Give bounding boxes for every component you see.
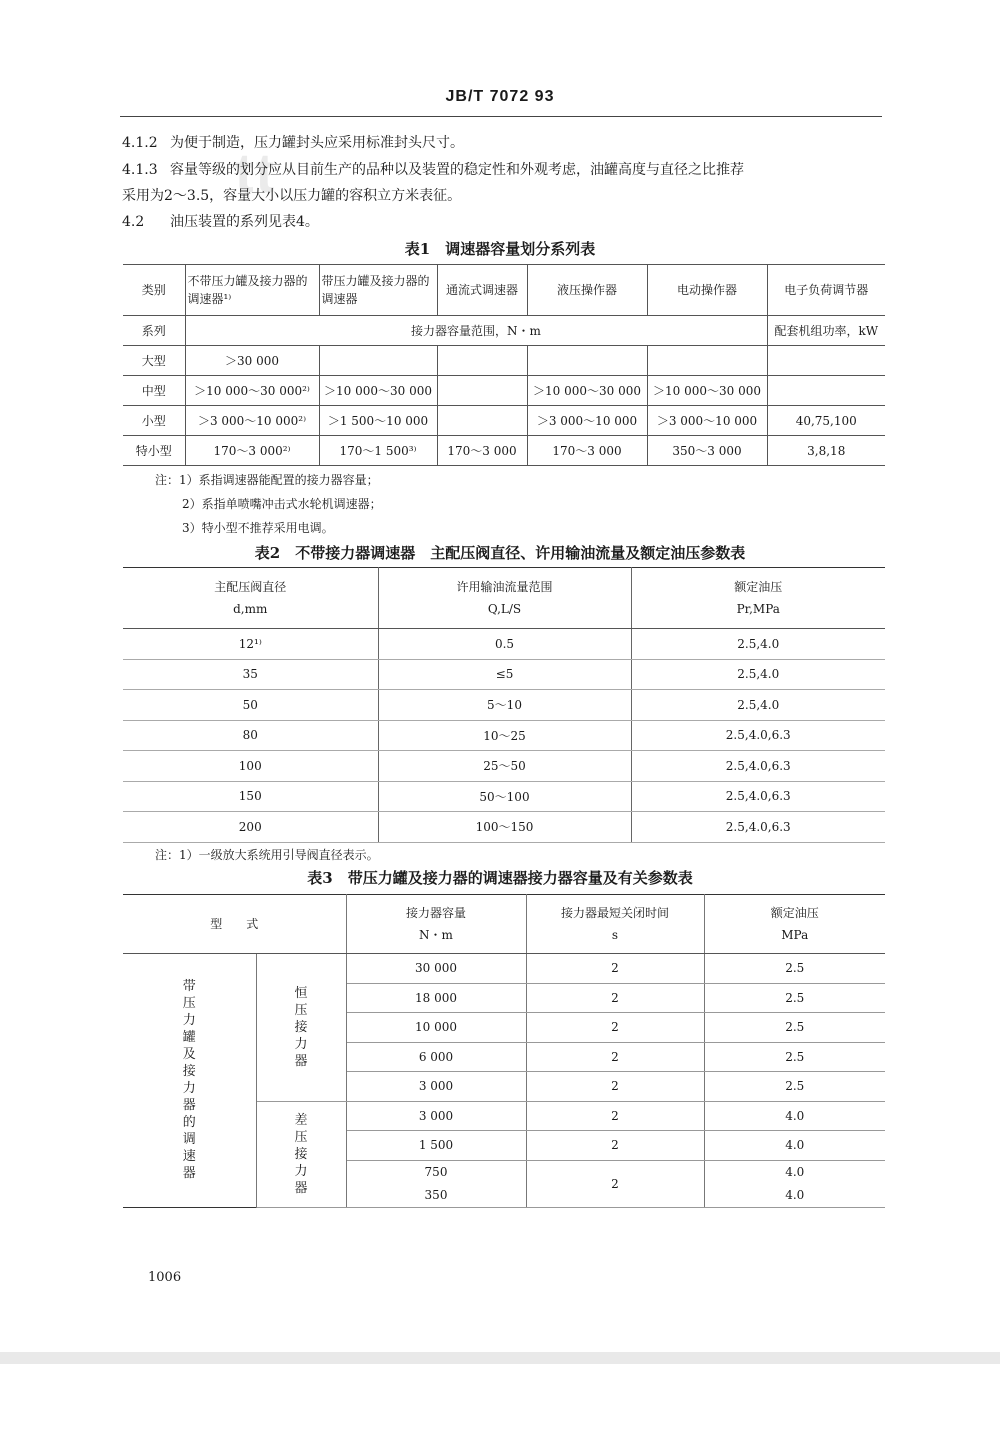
table-row xyxy=(123,720,885,751)
table-cell xyxy=(437,406,527,436)
table-cell: 2 xyxy=(526,1072,704,1102)
table-cell: 3 000 xyxy=(346,1101,526,1131)
table-row xyxy=(123,346,885,376)
page-number: 1006 xyxy=(148,1270,182,1285)
table-cell: ＞10 000～30 000 xyxy=(527,376,647,406)
table-cell xyxy=(767,346,885,376)
table-cell: 50～100 xyxy=(378,781,631,812)
table-cell: ＞3 000～10 000 xyxy=(527,406,647,436)
paragraph-4-1-3 xyxy=(122,160,887,180)
table-cell: ＞10 000～30 000 xyxy=(319,376,437,406)
table-cell: 6 000 xyxy=(346,1042,526,1072)
table-header-row xyxy=(123,895,885,954)
table-cell: 特小型 xyxy=(123,436,185,466)
clause-number: 4.1.3 xyxy=(122,162,158,178)
table-cell: 50 xyxy=(123,690,378,721)
header-cell: 型 式 xyxy=(123,895,346,954)
subgroup-label: 恒压接力器 xyxy=(294,985,308,1069)
table-cell: 170～3 000 xyxy=(527,436,647,466)
table-cell: 2.5 xyxy=(704,1013,885,1043)
header-cell: 类别 xyxy=(123,265,185,316)
table-cell: 200 xyxy=(123,812,378,843)
header-cell: 电动操作器 xyxy=(647,265,767,316)
header-cell xyxy=(704,895,885,954)
table-row xyxy=(123,954,885,984)
table-cell: 系列 xyxy=(123,316,185,346)
cell-line: 350 xyxy=(424,1187,448,1202)
header-rule xyxy=(120,116,882,117)
table-cell xyxy=(767,376,885,406)
table-cell: 10 000 xyxy=(346,1013,526,1043)
table-header-row xyxy=(123,568,885,629)
table-cell: ＞3 000～10 000 xyxy=(647,406,767,436)
table-cell: 150 xyxy=(123,781,378,812)
table-row xyxy=(123,781,885,812)
table-row xyxy=(123,436,885,466)
table-cell: 2.5 xyxy=(704,1072,885,1102)
table-cell: 2 xyxy=(526,1160,704,1207)
table-cell: 4.0 xyxy=(704,1101,885,1131)
table2 xyxy=(123,567,885,843)
table-cell: 5～10 xyxy=(378,690,631,721)
table-cell: 0.5 xyxy=(378,629,631,660)
header-cell xyxy=(526,895,704,954)
table-cell: 2.5,4.0,6.3 xyxy=(631,720,885,751)
header-cell: 带压力罐及接力器的调速器 xyxy=(319,265,437,316)
table-cell: ＞10 000～30 000²⁾ xyxy=(185,376,319,406)
header-line: 接力器最短关闭时间 xyxy=(560,906,669,920)
table-cell: 2 xyxy=(526,1131,704,1161)
table-row xyxy=(123,659,885,690)
table-cell: 接力器容量范围，N・m xyxy=(185,316,767,346)
table2-note: 注：1）一级放大系统用引导阀直径表示。 xyxy=(155,848,379,862)
header-unit: s xyxy=(611,928,619,942)
paragraph-4-1-2 xyxy=(122,133,887,153)
paragraph-text: 为便于制造，压力罐封头应采用标准封头尺寸。 xyxy=(170,135,464,151)
table-cell xyxy=(319,346,437,376)
header-cell xyxy=(631,568,885,629)
table1-note: 2）系指单喷嘴冲击式水轮机调速器； xyxy=(182,497,382,511)
cell-line: 4.0 xyxy=(785,1187,805,1202)
table-cell: 100～150 xyxy=(378,812,631,843)
table3-caption: 表3 带压力罐及接力器的调速器接力器容量及有关参数表 xyxy=(307,869,693,887)
table-cell: ≤5 xyxy=(378,659,631,690)
table-cell: 配套机组功率，kW xyxy=(767,316,885,346)
table-cell: 2.5,4.0,6.3 xyxy=(631,812,885,843)
header-line: 额定油压 xyxy=(770,906,819,920)
table-row xyxy=(123,751,885,782)
table-cell: 100 xyxy=(123,751,378,782)
table-cell xyxy=(647,346,767,376)
header-cell xyxy=(123,568,378,629)
header-unit: Q,L/S xyxy=(487,602,522,616)
clause-number: 4.1.2 xyxy=(122,135,158,151)
table-cell: 10～25 xyxy=(378,720,631,751)
table-cell xyxy=(346,1160,526,1207)
table-cell: 18 000 xyxy=(346,983,526,1013)
paragraph-text: 容量等级的划分应从目前生产的品种以及装置的稳定性和外观考虑，油罐高度与直径之比推荐 xyxy=(170,162,744,178)
table-cell: 2.5,4.0 xyxy=(631,690,885,721)
watermark: tt xyxy=(235,141,277,204)
table-cell: 2.5,4.0 xyxy=(631,659,885,690)
table-row xyxy=(123,629,885,660)
table-cell: 350～3 000 xyxy=(647,436,767,466)
table-row xyxy=(123,812,885,843)
table-cell xyxy=(437,346,527,376)
viewer-bottom-band xyxy=(0,1352,1000,1364)
table-row xyxy=(123,316,885,346)
header-cell: 不带压力罐及接力器的调速器¹⁾ xyxy=(185,265,319,316)
table-cell: 小型 xyxy=(123,406,185,436)
table-cell: 12¹⁾ xyxy=(123,629,378,660)
header-unit: d,mm xyxy=(233,602,268,616)
table-cell: 2.5,4.0,6.3 xyxy=(631,781,885,812)
table-cell: ＞3 000～10 000²⁾ xyxy=(185,406,319,436)
header-cell xyxy=(346,895,526,954)
table-cell: ＞10 000～30 000 xyxy=(647,376,767,406)
paragraph-4-2 xyxy=(122,212,887,232)
table-cell: 2.5 xyxy=(704,1042,885,1072)
subgroup-label-cell xyxy=(256,1101,346,1207)
table-cell: 30 000 xyxy=(346,954,526,984)
table-cell: 中型 xyxy=(123,376,185,406)
table-row xyxy=(123,406,885,436)
table-cell: 2.5,4.0 xyxy=(631,629,885,660)
table-cell: 2.5,4.0,6.3 xyxy=(631,751,885,782)
table-cell: 大型 xyxy=(123,346,185,376)
header-cell: 液压操作器 xyxy=(527,265,647,316)
header-unit: MPa xyxy=(781,928,809,942)
group-label: 带压力罐及接力器的调速器 xyxy=(182,979,196,1182)
table-cell: 2 xyxy=(526,1042,704,1072)
table-cell: 170～1 500³⁾ xyxy=(319,436,437,466)
table-cell: ＞30 000 xyxy=(185,346,319,376)
table-cell: ＞1 500～10 000 xyxy=(319,406,437,436)
subgroup-label: 差压接力器 xyxy=(294,1112,308,1196)
table-cell: 2 xyxy=(526,1101,704,1131)
header-cell: 电子负荷调节器 xyxy=(767,265,885,316)
header-line: 许用输油流量范围 xyxy=(456,580,553,594)
subgroup-label-cell xyxy=(256,954,346,1102)
table1-note: 注：1）系指调速器能配置的接力器容量； xyxy=(155,473,379,487)
table3 xyxy=(123,894,885,1208)
table2-caption: 表2 不带接力器调速器 主配压阀直径、许用输油流量及额定油压参数表 xyxy=(254,544,746,562)
cell-line: 750 xyxy=(424,1164,448,1179)
header-unit: Pr,MPa xyxy=(736,602,780,616)
table-cell: 4.0 xyxy=(704,1131,885,1161)
paragraph-4-1-3-cont xyxy=(122,186,887,206)
header-cell xyxy=(378,568,631,629)
header-cell: 通流式调速器 xyxy=(437,265,527,316)
cell-line: 4.0 xyxy=(785,1164,805,1179)
paragraph-text: 采用为2～3.5，容量大小以压力罐的容积立方米表征。 xyxy=(122,188,462,204)
clause-number: 4.2 xyxy=(122,214,145,230)
table-row xyxy=(123,690,885,721)
table-cell: 40,75,100 xyxy=(767,406,885,436)
table1-note: 3）特小型不推荐采用电调。 xyxy=(182,521,334,535)
table1 xyxy=(123,264,885,466)
group-label-cell xyxy=(123,954,256,1208)
table-row xyxy=(123,376,885,406)
table-cell: 3,8,18 xyxy=(767,436,885,466)
table-cell: 2 xyxy=(526,983,704,1013)
table-cell: 25～50 xyxy=(378,751,631,782)
paragraph-text: 油压装置的系列见表4。 xyxy=(170,214,319,230)
table-cell: 1 500 xyxy=(346,1131,526,1161)
header-line: 接力器容量 xyxy=(405,906,466,920)
table-cell xyxy=(527,346,647,376)
table-cell xyxy=(704,1160,885,1207)
table-cell: 170～3 000 xyxy=(437,436,527,466)
table1-caption: 表1 调速器容量划分系列表 xyxy=(404,240,596,258)
table-cell: 3 000 xyxy=(346,1072,526,1102)
table-cell: 2 xyxy=(526,954,704,984)
header-line: 额定油压 xyxy=(734,580,783,594)
header-line: 主配压阀直径 xyxy=(214,580,287,594)
table-cell: 2 xyxy=(526,1013,704,1043)
table-cell: 35 xyxy=(123,659,378,690)
page-header: JB/T 7072 93 xyxy=(445,88,555,105)
table-cell: 170～3 000²⁾ xyxy=(185,436,319,466)
table-cell: 80 xyxy=(123,720,378,751)
table-cell xyxy=(437,376,527,406)
table-cell: 2.5 xyxy=(704,983,885,1013)
table-cell: 2.5 xyxy=(704,954,885,984)
table-header-row xyxy=(123,265,885,316)
header-unit: N・m xyxy=(419,928,453,942)
